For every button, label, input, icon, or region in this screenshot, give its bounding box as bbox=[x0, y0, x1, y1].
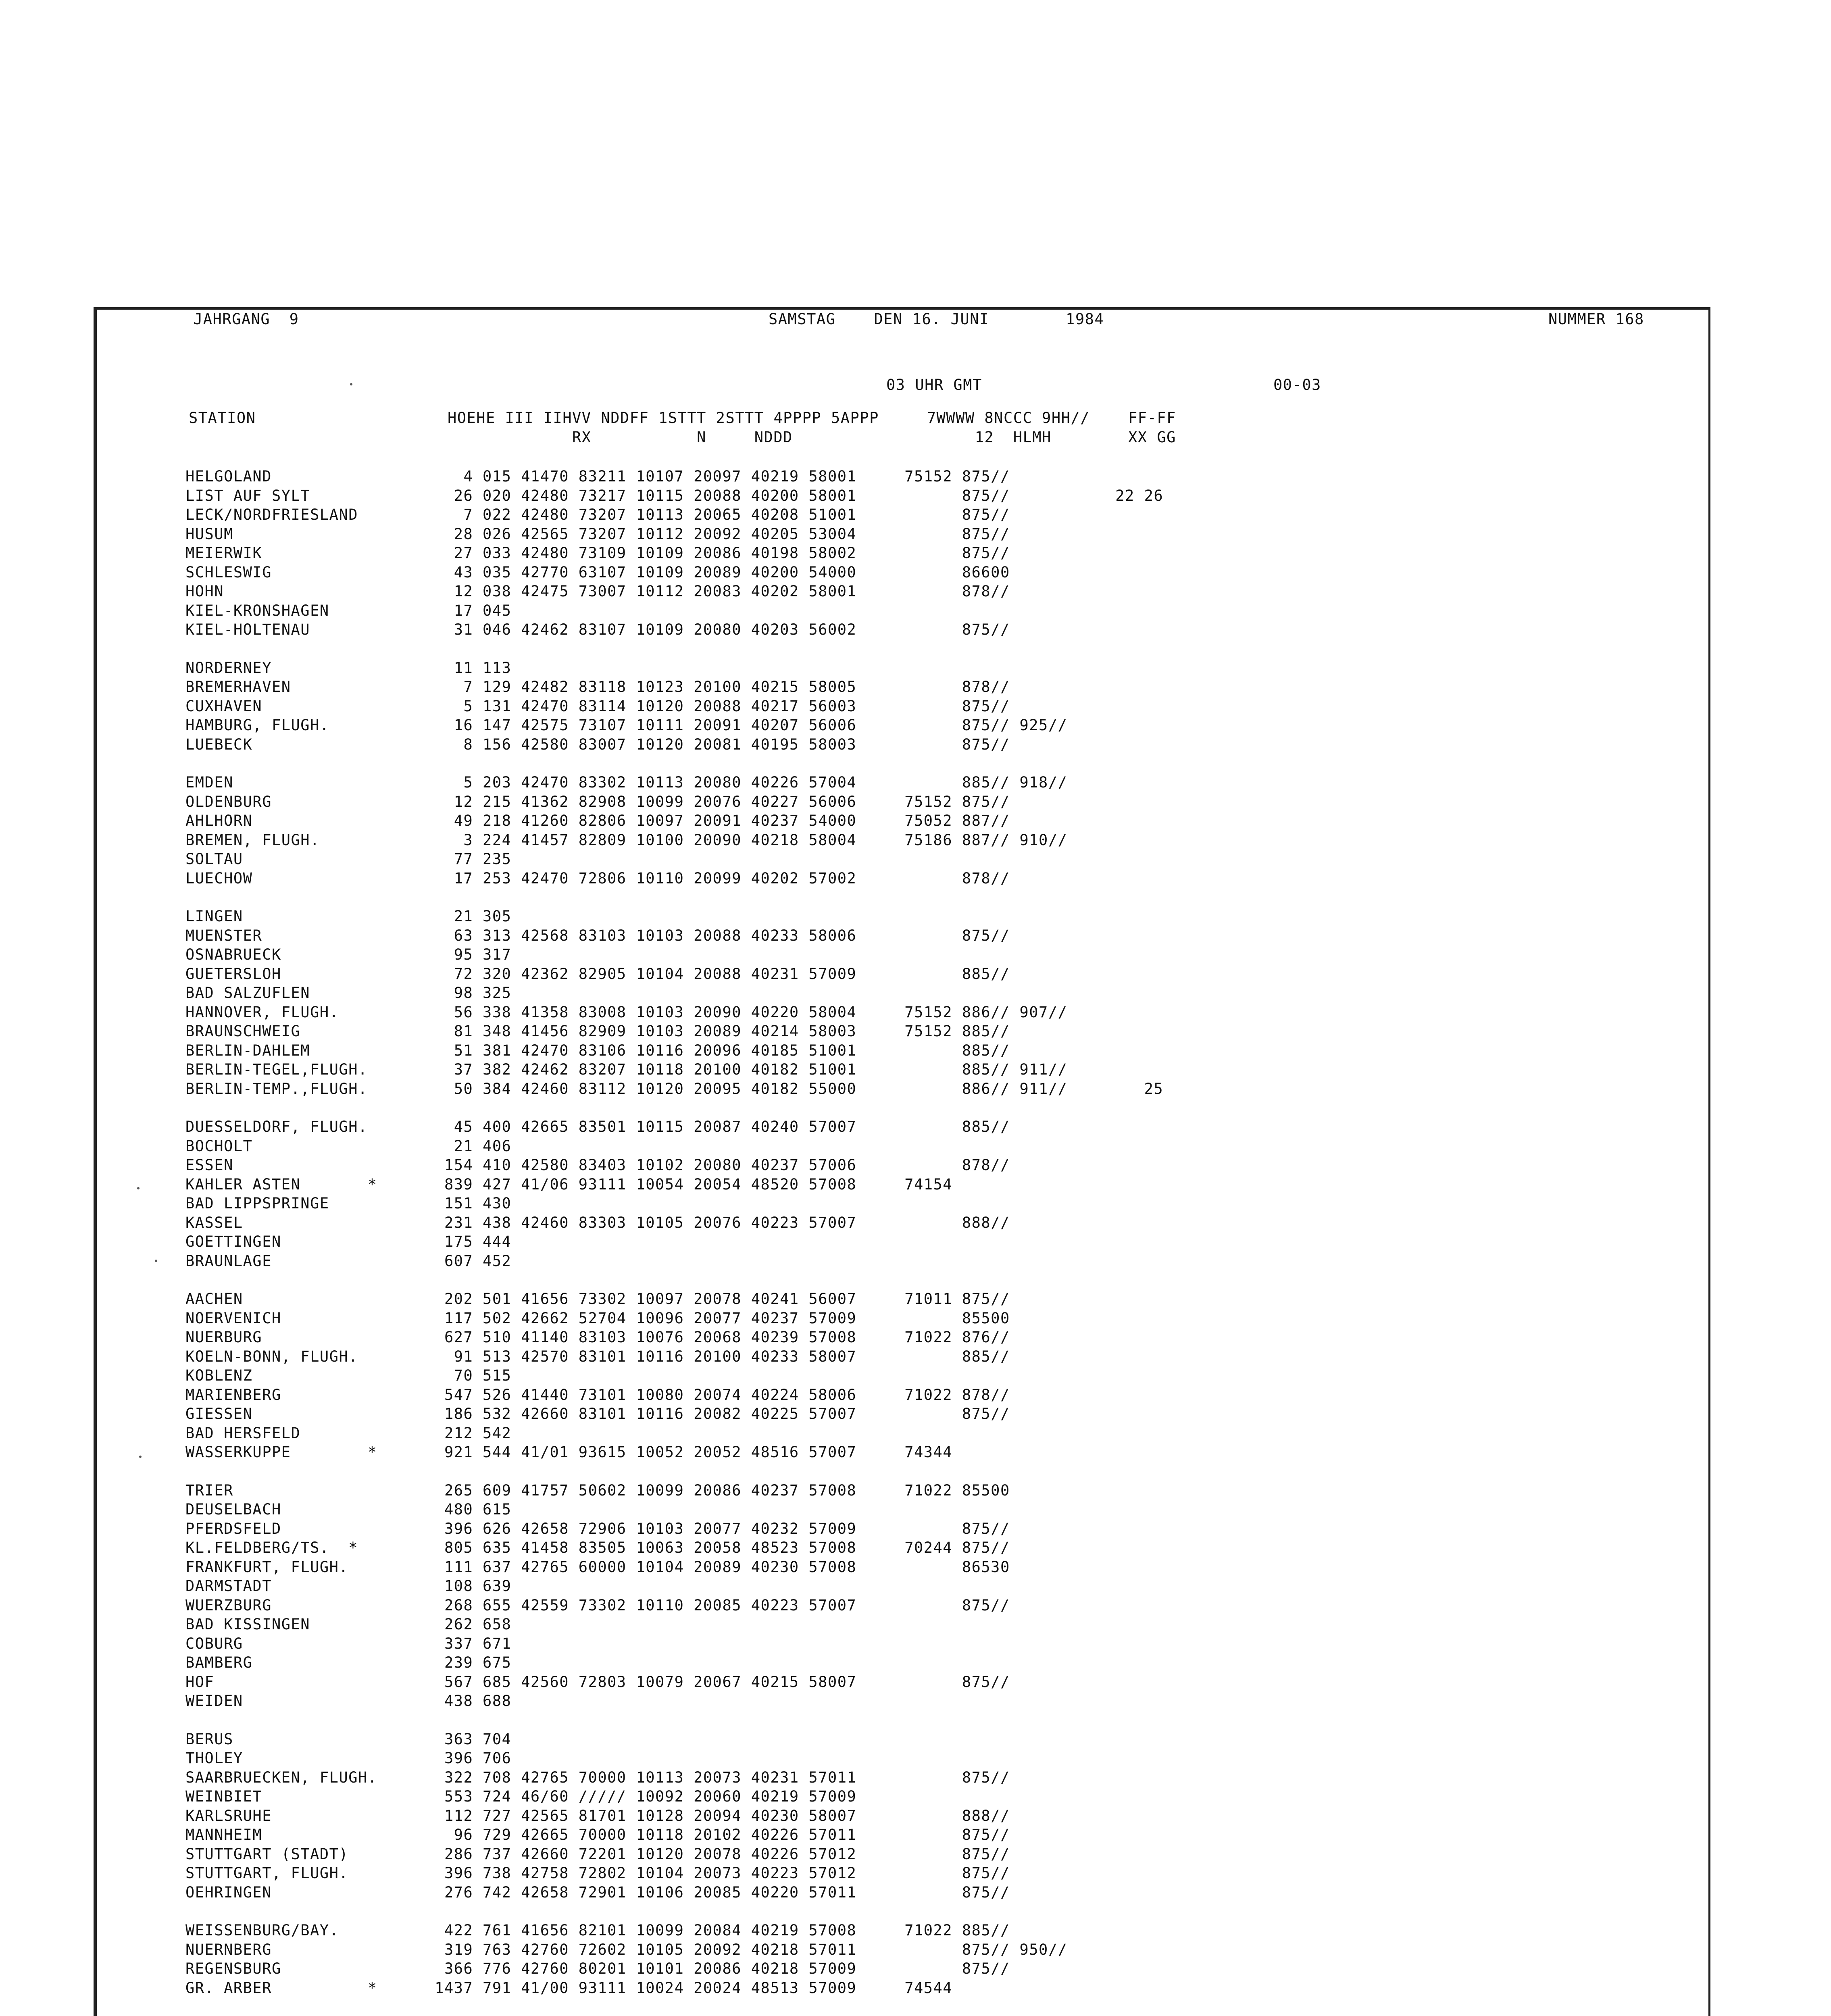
station-row: MARIENBERG 547 526 41440 73101 10080 20074 40224 58006 71022 878// bbox=[185, 1386, 1010, 1404]
station-row: GIESSEN 186 532 42660 83101 10116 20082 40225 57007 875// bbox=[185, 1405, 1010, 1422]
station-row: KOBLENZ 70 515 bbox=[185, 1367, 512, 1384]
station-row: HOHN 12 038 42475 73007 10112 20083 40202 58001 878// bbox=[185, 583, 1010, 600]
station-row: MANNHEIM 96 729 42665 70000 10118 20102 40226 57011 875// bbox=[185, 1826, 1010, 1843]
station-row: GOETTINGEN 175 444 bbox=[185, 1233, 512, 1250]
station-row: HOF 567 685 42560 72803 10079 20067 40215 58007 875// bbox=[185, 1673, 1010, 1691]
station-row: WEISSENBURG/BAY. 422 761 41656 82101 10099 20084 40219 57008 71022 885// bbox=[185, 1922, 1010, 1939]
station-row: HANNOVER, FLUGH. 56 338 41358 83008 10103 20090 40220 58004 75152 886// 907// bbox=[185, 1004, 1068, 1021]
station-row: BERUS 363 704 bbox=[185, 1731, 512, 1748]
station-row: TRIER 265 609 41757 50602 10099 20086 40237 57008 71022 85500 bbox=[185, 1482, 1010, 1499]
station-row: KL.FELDBERG/TS. * 805 635 41458 83505 10063 20058 48523 57008 70244 875// bbox=[185, 1539, 1010, 1556]
station-row: KASSEL 231 438 42460 83303 10105 20076 40223 57007 888// bbox=[185, 1214, 1010, 1231]
station-row: BREMERHAVEN 7 129 42482 83118 10123 20100 40215 58005 878// bbox=[185, 678, 1010, 696]
station-row: AHLHORN 49 218 41260 82806 10097 20091 40237 54000 75052 887// bbox=[185, 812, 1010, 829]
scan-speck bbox=[350, 383, 352, 385]
scan-speck bbox=[137, 1187, 140, 1189]
station-row: MUENSTER 63 313 42568 83103 10103 20088 40233 58006 875// bbox=[185, 927, 1010, 944]
scan-speck bbox=[139, 1456, 142, 1458]
station-row: STUTTGART, FLUGH. 396 738 42758 72802 10104 20073 40223 57012 875// bbox=[185, 1864, 1010, 1882]
issue-number: NUMMER 168 bbox=[1548, 310, 1644, 328]
station-row: BERLIN-TEMP.,FLUGH. 50 384 42460 83112 10120 20095 40182 55000 886// 911// 25 bbox=[185, 1080, 1164, 1098]
station-row: BREMEN, FLUGH. 3 224 41457 82809 10100 20090 40218 58004 75186 887// 910// bbox=[185, 831, 1068, 849]
station-row: LUEBECK 8 156 42580 83007 10120 20081 40195 58003 875// bbox=[185, 736, 1010, 753]
bulletin-sheet bbox=[94, 307, 1710, 2016]
station-row: HUSUM 28 026 42565 73207 10112 20092 40205 53004 875// bbox=[185, 525, 1010, 543]
station-row: WASSERKUPPE * 921 544 41/01 93615 10052 20052 48516 57007 74344 bbox=[185, 1443, 953, 1461]
station-row: BRAUNLAGE 607 452 bbox=[185, 1252, 512, 1270]
station-row: LINGEN 21 305 bbox=[185, 908, 512, 925]
station-row: KIEL-HOLTENAU 31 046 42462 83107 10109 20080 40203 56002 875// bbox=[185, 621, 1010, 638]
station-row: OSNABRUECK 95 317 bbox=[185, 946, 512, 963]
station-row: OLDENBURG 12 215 41362 82908 10099 20076 40227 56006 75152 875// bbox=[185, 793, 1010, 810]
issue-date: SAMSTAG DEN 16. JUNI 1984 bbox=[769, 310, 1104, 328]
station-row: THOLEY 396 706 bbox=[185, 1749, 512, 1767]
station-row: COBURG 337 671 bbox=[185, 1635, 512, 1652]
station-row: BERLIN-TEGEL,FLUGH. 37 382 42462 83207 10118 20100 40182 51001 885// 911// bbox=[185, 1061, 1068, 1078]
station-row: BRAUNSCHWEIG 81 348 41456 82909 10103 20089 40214 58003 75152 885// bbox=[185, 1023, 1010, 1040]
station-row: LIST AUF SYLT 26 020 42480 73217 10115 20088 40200 58001 875// 22 26 bbox=[185, 487, 1164, 504]
station-row: SCHLESWIG 43 035 42770 63107 10109 20089 40200 54000 86600 bbox=[185, 564, 1010, 581]
station-row: BAD SALZUFLEN 98 325 bbox=[185, 984, 512, 1002]
station-row: EMDEN 5 203 42470 83302 10113 20080 40226 57004 885// 918// bbox=[185, 774, 1068, 791]
station-row: BAMBERG 239 675 bbox=[185, 1654, 512, 1671]
station-row: NOERVENICH 117 502 42662 52704 10096 20077 40237 57009 85500 bbox=[185, 1310, 1010, 1327]
station-row: OEHRINGEN 276 742 42658 72901 10106 20085 40220 57011 875// bbox=[185, 1884, 1010, 1901]
station-row: KIEL-KRONSHAGEN 17 045 bbox=[185, 602, 512, 619]
station-row: KAHLER ASTEN * 839 427 41/06 93111 10054 20054 48520 57008 74154 bbox=[185, 1176, 953, 1193]
station-row: MEIERWIK 27 033 42480 73109 10109 20086 40198 58002 875// bbox=[185, 544, 1010, 562]
station-row: PFERDSFELD 396 626 42658 72906 10103 20077 40232 57009 875// bbox=[185, 1520, 1010, 1537]
station-row: KARLSRUHE 112 727 42565 81701 10128 20094 40230 58007 888// bbox=[185, 1807, 1010, 1824]
station-row: KOELN-BONN, FLUGH. 91 513 42570 83101 10116 20100 40233 58007 885// bbox=[185, 1348, 1010, 1365]
wind-interval: 00-03 bbox=[1273, 376, 1321, 394]
station-row: SAARBRUECKEN, FLUGH. 322 708 42765 70000 10113 20073 40231 57011 875// bbox=[185, 1769, 1010, 1786]
station-row: HELGOLAND 4 015 41470 83211 10107 20097 40219 58001 75152 875// bbox=[185, 468, 1010, 485]
station-row: NUERBURG 627 510 41140 83103 10076 20068 40239 57008 71022 876// bbox=[185, 1329, 1010, 1346]
station-row: BAD HERSFELD 212 542 bbox=[185, 1425, 512, 1442]
scan-speck bbox=[155, 1260, 157, 1262]
station-row: WEIDEN 438 688 bbox=[185, 1692, 512, 1710]
column-header-line-2: RX N NDDD 12 HLMH XX GG bbox=[189, 429, 1176, 446]
station-row: SOLTAU 77 235 bbox=[185, 850, 512, 868]
station-row: WEINBIET 553 724 46/60 ///// 10092 20060 40219 57009 bbox=[185, 1788, 857, 1805]
station-row: STUTTGART (STADT) 286 737 42660 72201 10120 20078 40226 57012 875// bbox=[185, 1845, 1010, 1863]
station-row: NUERNBERG 319 763 42760 72602 10105 20092 40218 57011 875// 950// bbox=[185, 1941, 1068, 1958]
station-row: LECK/NORDFRIESLAND 7 022 42480 73207 10113 20065 40208 51001 875// bbox=[185, 506, 1010, 523]
station-row: FRANKFURT, FLUGH. 111 637 42765 60000 10104 20089 40230 57008 86530 bbox=[185, 1558, 1010, 1576]
column-header-line-1: STATION HOEHE III IIHVV NDDFF 1STTT 2STTT 4PPPP 5APPP 7WWWW 8NCCC 9HH// FF-FF bbox=[189, 409, 1176, 427]
station-row: WUERZBURG 268 655 42559 73302 10110 20085 40223 57007 875// bbox=[185, 1597, 1010, 1614]
station-row: LUECHOW 17 253 42470 72806 10110 20099 40202 57002 878// bbox=[185, 870, 1010, 887]
station-row: ESSEN 154 410 42580 83403 10102 20080 40237 57006 878// bbox=[185, 1156, 1010, 1174]
station-row: REGENSBURG 366 776 42760 80201 10101 20086 40218 57009 875// bbox=[185, 1960, 1010, 1977]
station-row: NORDERNEY 11 113 bbox=[185, 659, 512, 677]
station-row: GR. ARBER * 1437 791 41/00 93111 10024 20024 48513 57009 74544 bbox=[185, 1979, 953, 1997]
station-row: GUETERSLOH 72 320 42362 82905 10104 20088 40231 57009 885// bbox=[185, 965, 1010, 983]
volume-label: JAHRGANG 9 bbox=[194, 310, 299, 328]
observation-time: 03 UHR GMT bbox=[886, 376, 982, 394]
station-row: CUXHAVEN 5 131 42470 83114 10120 20088 40217 56003 875// bbox=[185, 698, 1010, 715]
station-row: HAMBURG, FLUGH. 16 147 42575 73107 10111 20091 40207 56006 875// 925// bbox=[185, 716, 1068, 734]
station-row: BOCHOLT 21 406 bbox=[185, 1137, 512, 1155]
station-row: BAD KISSINGEN 262 658 bbox=[185, 1616, 512, 1633]
station-row: BERLIN-DAHLEM 51 381 42470 83106 10116 20096 40185 51001 885// bbox=[185, 1042, 1010, 1059]
station-row: BAD LIPPSPRINGE 151 430 bbox=[185, 1195, 512, 1212]
station-row: DUESSELDORF, FLUGH. 45 400 42665 83501 10115 20087 40240 57007 885// bbox=[185, 1118, 1010, 1135]
station-row: DARMSTADT 108 639 bbox=[185, 1577, 512, 1595]
station-row: AACHEN 202 501 41656 73302 10097 20078 40241 56007 71011 875// bbox=[185, 1290, 1010, 1308]
station-row: DEUSELBACH 480 615 bbox=[185, 1501, 512, 1518]
